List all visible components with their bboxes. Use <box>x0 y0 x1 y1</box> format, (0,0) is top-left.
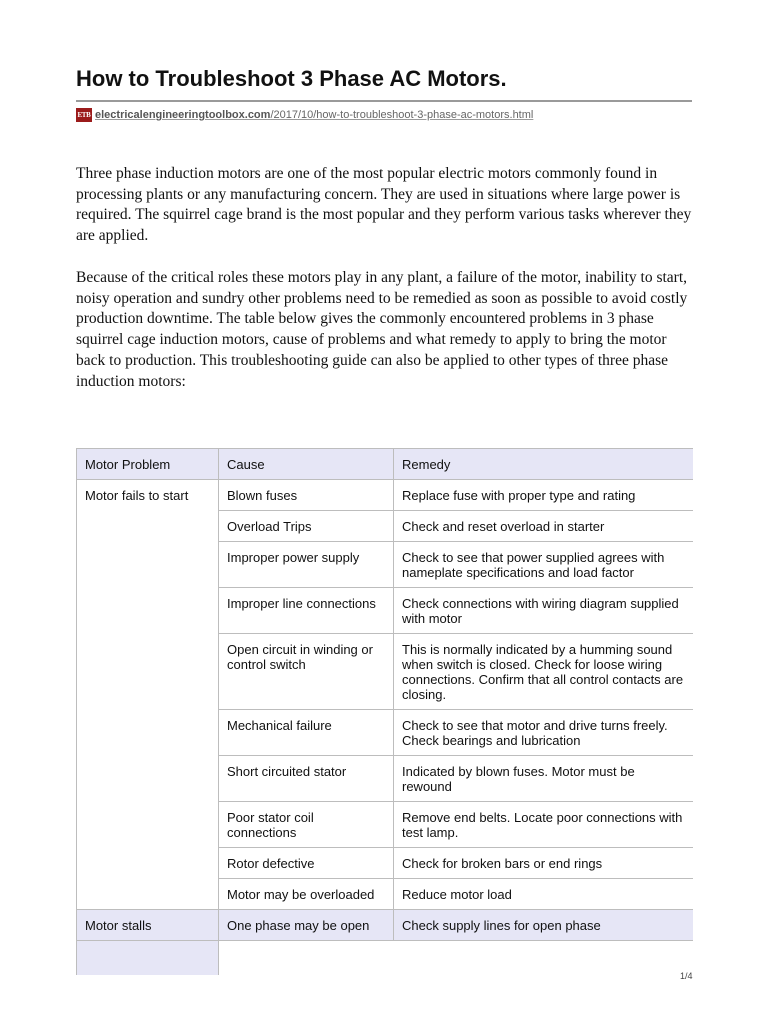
table-row <box>77 480 693 511</box>
header-cause: Cause <box>219 449 394 480</box>
problem-cell: Motor stalls <box>77 910 219 941</box>
context-paragraph: Because of the critical roles these motors play in any plant, a failure of the motor, inability to start, noisy operation and sundry other problems need to be remedied as soon as possible to avoid costly production downtime. The table below gives the commonly encountered problems in 3 phase squirrel cage induction motors, cause of problems and what remedy to apply to bring the motor back to production. This troubleshooting guide can also be applied to other types of three phase induction motors: <box>76 269 688 390</box>
intro-paragraph: Three phase induction motors are one of the most popular electric motors commonly found in processing plants or any manufacturing concern. They are used in situations where large power is required. The squirrel cage brand is the most popular and they perform various tasks wherever they are applied. <box>76 165 692 245</box>
remedy-cell: Indicated by blown fuses. Motor must be rewound <box>394 756 693 802</box>
remedy-cell: This is normally indicated by a humming sound when switch is closed. Check for loose wiring connections. Confirm that all control contacts are closing. <box>394 634 693 710</box>
site-logo-icon: ETB <box>76 108 92 122</box>
source-url-link[interactable] <box>95 109 533 121</box>
cause-cell: Improper power supply <box>219 542 394 588</box>
cause-cell: Motor may be overloaded <box>219 879 394 910</box>
problem-cell-continued <box>77 941 219 975</box>
remedy-cell: Check for broken bars or end rings <box>394 848 693 879</box>
problem-cell: Motor fails to start <box>77 480 219 910</box>
table-header-row <box>77 449 693 480</box>
page-title: How to Troubleshoot 3 Phase AC Motors. <box>76 66 507 91</box>
source-link-row <box>76 108 533 122</box>
cause-cell: Blown fuses <box>219 480 394 511</box>
cause-cell: Overload Trips <box>219 511 394 542</box>
header-motor-problem: Motor Problem <box>77 449 219 480</box>
troubleshooting-table <box>76 448 693 975</box>
remedy-cell: Remove end belts. Locate poor connections with test lamp. <box>394 802 693 848</box>
remedy-cell: Reduce motor load <box>394 879 693 910</box>
remedy-cell: Check and reset overload in starter <box>394 511 693 542</box>
remedy-cell: Check supply lines for open phase <box>394 910 693 941</box>
cause-cell: Mechanical failure <box>219 710 394 756</box>
title-divider <box>76 100 692 102</box>
source-domain: electricalengineeringtoolbox.com <box>95 109 271 121</box>
remedy-cell: Check to see that motor and drive turns freely. Check bearings and lubrication <box>394 710 693 756</box>
remedy-cell: Check connections with wiring diagram supplied with motor <box>394 588 693 634</box>
cause-cell: One phase may be open <box>219 910 394 941</box>
cause-cell: Improper line connections <box>219 588 394 634</box>
cause-cell: Poor stator coil connections <box>219 802 394 848</box>
source-path: /2017/10/how-to-troubleshoot-3-phase-ac-motors.html <box>270 109 534 121</box>
remedy-cell-continued <box>394 941 693 975</box>
cause-cell: Open circuit in winding or control switch <box>219 634 394 710</box>
remedy-cell: Replace fuse with proper type and rating <box>394 480 693 511</box>
table-row <box>77 941 693 975</box>
header-remedy: Remedy <box>394 449 693 480</box>
table-row <box>77 910 693 941</box>
cause-cell: Rotor defective <box>219 848 394 879</box>
cause-cell: Short circuited stator <box>219 756 394 802</box>
page-number: 1/4 <box>680 971 693 981</box>
remedy-cell: Check to see that power supplied agrees with nameplate specifications and load factor <box>394 542 693 588</box>
cause-cell-continued <box>219 941 394 975</box>
